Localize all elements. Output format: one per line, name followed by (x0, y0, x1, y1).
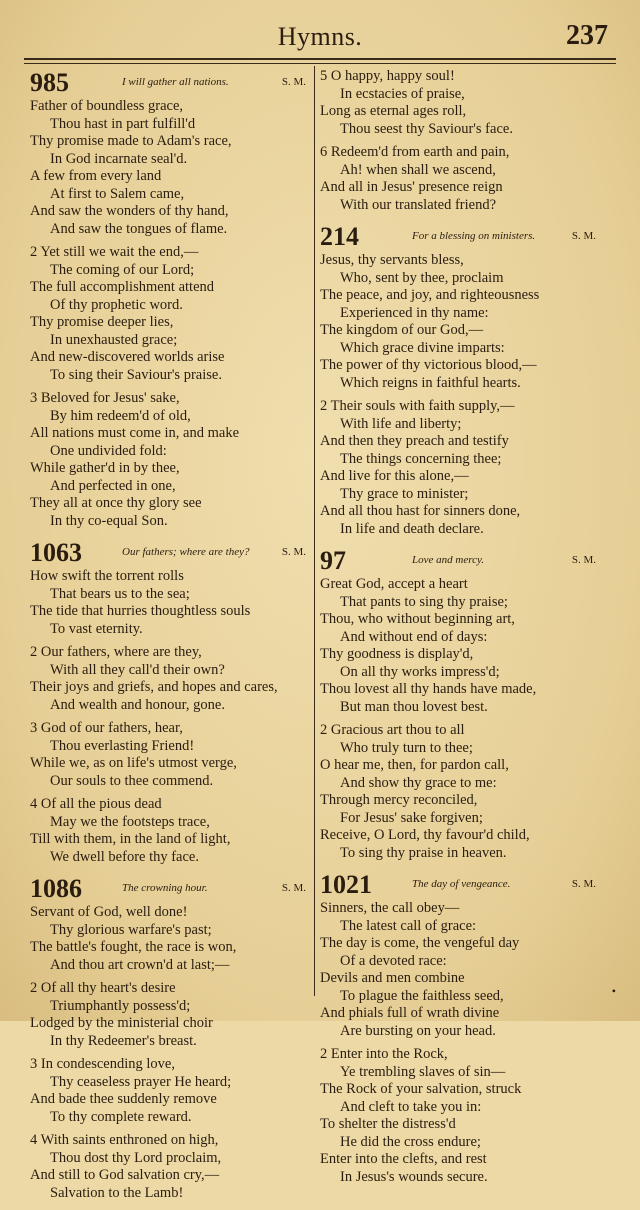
hymn-line: To sing their Saviour's praise. (50, 366, 222, 383)
stanza (320, 252, 600, 392)
stanza (30, 720, 310, 790)
hymn-title: I will gather all nations. (122, 76, 229, 88)
hymn-number: 1086 (30, 874, 82, 903)
header-rule (24, 58, 616, 64)
hymn-line: Experienced in thy name: (340, 304, 489, 321)
hymn-line: In thy Redeemer's breast. (50, 1032, 197, 1049)
hymn-line: To sing thy praise in heaven. (340, 844, 507, 861)
hymn-line: 2 Yet still we wait the end,— (30, 244, 199, 260)
hymn-line: 2 Enter into the Rock, (320, 1046, 448, 1062)
hymn-line: The power of thy victorious blood,— (320, 357, 537, 373)
stanza (30, 644, 310, 714)
hymn-line: Who truly turn to thee; (340, 739, 473, 756)
hymn-line: Father of boundless grace, (30, 98, 184, 114)
hymn-line: The full accomplishment attend (30, 279, 215, 295)
hymn-line: 2 Gracious art thou to all (320, 722, 465, 738)
hymn-header (320, 870, 600, 900)
hymn-line: 3 In condescending love, (30, 1056, 175, 1072)
hymn-line: Lodged by the ministerial choir (30, 1015, 213, 1031)
hymn-line: Thou, who without beginning art, (320, 611, 515, 627)
hymn-meter: S. M. (571, 230, 596, 242)
hymn-line: The battle's fought, the race is won, (30, 939, 237, 955)
hymn-line: Enter into the clefts, and rest (320, 1151, 487, 1167)
hymn (320, 222, 600, 538)
hymn-meter: S. M. (571, 554, 596, 566)
stanza (30, 1132, 310, 1202)
hymn-line: Thou everlasting Friend! (50, 737, 195, 754)
hymn-line: Thou seest thy Saviour's face. (340, 120, 513, 137)
hymn-meter: S. M. (281, 882, 306, 894)
hymn-line: 4 Of all the pious dead (30, 796, 162, 812)
hymn-line: Thy grace to minister; (340, 485, 469, 502)
hymn-line: 5 O happy, happy soul! (320, 68, 455, 84)
hymn-line: Receive, O Lord, thy favour'd child, (320, 827, 530, 843)
hymn-line: In Jesus's wounds secure. (340, 1168, 488, 1185)
hymn-line: To vast eternity. (50, 620, 143, 637)
hymn-line: At first to Salem came, (50, 185, 185, 202)
hymn-line: Thy glorious warfare's past; (50, 921, 212, 938)
page-header (24, 18, 616, 52)
hymn-line: The day is come, the vengeful day (320, 935, 520, 951)
stanza (320, 722, 600, 862)
hymn-line: Till with them, in the land of light, (30, 831, 231, 847)
hymn-line: On all thy works impress'd; (340, 663, 500, 680)
hymn-line: Through mercy reconciled, (320, 792, 478, 808)
hymn-line: And all in Jesus' presence reign (320, 179, 503, 195)
hymn-line: Of thy prophetic word. (50, 296, 183, 313)
hymn-line: And wealth and honour, gone. (50, 696, 225, 713)
hymn-line: Our souls to thee commend. (50, 772, 214, 789)
hymn-title: The crowning hour. (122, 882, 208, 894)
hymn-line: Great God, accept a heart (320, 576, 468, 592)
hymn-meter: S. M. (281, 546, 306, 558)
hymn-line: For Jesus' sake forgiven; (340, 809, 483, 826)
hymn-line: And thou art crown'd at last;— (50, 956, 230, 973)
stanza (320, 1046, 600, 1186)
page-title: Hymns. (277, 22, 363, 51)
stanza (320, 68, 600, 138)
stanza (320, 576, 600, 716)
hymn-line: And still to God salvation cry,— (30, 1167, 220, 1183)
hymn-line: And then they preach and testify (320, 433, 509, 449)
hymn-line: Devils and men combine (320, 970, 465, 986)
hymn-line: That pants to sing thy praise; (340, 593, 508, 610)
hymn-line: 3 God of our fathers, hear, (30, 720, 183, 736)
hymn (30, 538, 310, 866)
hymn-line: The peace, and joy, and righteousness (320, 287, 540, 303)
hymn-line: In unexhausted grace; (50, 331, 178, 348)
stanza (30, 904, 310, 974)
hymn-header (30, 68, 310, 98)
hymn-line: Jesus, thy servants bless, (320, 252, 464, 268)
hymn-line: 6 Redeem'd from earth and pain, (320, 144, 510, 160)
stanza (320, 144, 600, 214)
hymn-line: Thou lovest all thy hands have made, (320, 681, 537, 697)
hymn-line: The kingdom of our God,— (320, 322, 484, 338)
hymn-line: Ye trembling slaves of sin— (340, 1063, 506, 1080)
hymn-line: Thou hast in part fulfill'd (50, 115, 196, 132)
hymn-line: The latest call of grace: (340, 917, 477, 934)
hymn-line: In God incarnate seal'd. (50, 150, 188, 167)
hymn-line: By him redeem'd of old, (50, 407, 191, 424)
hymn-line: 2 Of all thy heart's desire (30, 980, 176, 996)
hymn-line: Thy promise deeper lies, (30, 314, 174, 330)
hymn-line: In life and death declare. (340, 520, 484, 537)
hymn-line: Their joys and griefs, and hopes and cares, (30, 679, 278, 695)
hymn-number: 1021 (320, 870, 372, 899)
hymn-header (320, 546, 600, 576)
hymn-line: To thy complete reward. (50, 1108, 192, 1125)
hymn-line: While gather'd in by thee, (30, 460, 180, 476)
hymn-line: In ecstacies of praise, (340, 85, 465, 102)
hymn-line: And saw the wonders of thy hand, (30, 203, 229, 219)
hymn-line: And cleft to take you in: (340, 1098, 482, 1115)
page-mark: • (611, 984, 616, 998)
hymn-line: Are bursting on your head. (340, 1022, 496, 1039)
hymn-header (30, 874, 310, 904)
hymn-line: And without end of days: (340, 628, 488, 645)
stanza (320, 398, 600, 538)
hymn-line: With life and liberty; (340, 415, 462, 432)
hymn-line: 2 Our fathers, where are they, (30, 644, 202, 660)
left-column (30, 68, 310, 1210)
hymn-header (320, 222, 600, 252)
hymn-line: While we, as on life's utmost verge, (30, 755, 237, 771)
hymn-line: And live for this alone,— (320, 468, 469, 484)
hymn-line: And all thou hast for sinners done, (320, 503, 521, 519)
hymn-line: To plague the faithless seed, (340, 987, 504, 1004)
hymn-line: Which reigns in faithful hearts. (340, 374, 521, 391)
hymn (320, 546, 600, 862)
hymn (320, 870, 600, 1186)
stanza (30, 980, 310, 1050)
hymn-line: Thy promise made to Adam's race, (30, 133, 232, 149)
column-divider (314, 66, 315, 996)
hymn-line: Thy ceaseless prayer He heard; (50, 1073, 232, 1090)
hymn-title: The day of vengeance. (412, 878, 511, 890)
hymn-line: How swift the torrent rolls (30, 568, 184, 584)
hymn-line: Long as eternal ages roll, (320, 103, 467, 119)
hymn-line: Sinners, the call obey— (320, 900, 460, 916)
hymn-line: The coming of our Lord; (50, 261, 195, 278)
hymn-number: 1063 (30, 538, 82, 567)
hymn-line: O hear me, then, for pardon call, (320, 757, 509, 773)
hymn-meter: S. M. (281, 76, 306, 88)
hymn-line: A few from every land (30, 168, 162, 184)
hymn-meter: S. M. (571, 878, 596, 890)
hymn-line: And saw the tongues of flame. (50, 220, 228, 237)
hymn-line: 3 Beloved for Jesus' sake, (30, 390, 180, 406)
hymn (30, 874, 310, 1202)
stanza (30, 1056, 310, 1126)
hymn-line: One undivided fold: (50, 442, 167, 459)
hymn-line: Who, sent by thee, proclaim (340, 269, 504, 286)
hymn-number: 97 (320, 546, 346, 575)
hymn-title: For a blessing on ministers. (412, 230, 536, 242)
hymn-line: And show thy grace to me: (340, 774, 497, 791)
hymn-line: 4 With saints enthroned on high, (30, 1132, 219, 1148)
hymn-line: All nations must come in, and make (30, 425, 240, 441)
stanza (30, 244, 310, 384)
hymn-header (30, 538, 310, 568)
hymn-line: That bears us to the sea; (50, 585, 190, 602)
hymn-title: Love and mercy. (412, 554, 484, 566)
hymn-line: With our translated friend? (340, 196, 497, 213)
hymn-title: Our fathers; where are they? (122, 546, 250, 558)
hymn-line: Ah! when shall we ascend, (340, 161, 496, 178)
hymn-line: Of a devoted race: (340, 952, 447, 969)
hymn-line: We dwell before thy face. (50, 848, 199, 865)
hymn-line: Thy goodness is display'd, (320, 646, 474, 662)
hymn-line: Triumphantly possess'd; (50, 997, 191, 1014)
stanza (30, 568, 310, 638)
hymn-line: Servant of God, well done! (30, 904, 188, 920)
page-number: 237 (566, 20, 608, 51)
hymn (320, 68, 600, 214)
hymn-line: But man thou lovest best. (340, 698, 488, 715)
hymn-line: And phials full of wrath divine (320, 1005, 500, 1021)
hymn-line: With all they call'd their own? (50, 661, 225, 678)
hymn-line: And bade thee suddenly remove (30, 1091, 217, 1107)
hymn-line: The Rock of your salvation, struck (320, 1081, 522, 1097)
hymn-number: 985 (30, 68, 69, 97)
hymn (30, 68, 310, 530)
hymn-line: They all at once thy glory see (30, 495, 202, 511)
hymn-line: The tide that hurries thoughtless souls (30, 603, 251, 619)
stanza (30, 796, 310, 866)
hymn-line: In thy co-equal Son. (50, 512, 168, 529)
right-column (320, 68, 600, 1194)
hymn-line: Thou dost thy Lord proclaim, (50, 1149, 222, 1166)
hymn-line: He did the cross endure; (340, 1133, 481, 1150)
hymn-line: 2 Their souls with faith supply,— (320, 398, 515, 414)
hymn-line: Salvation to the Lamb! (50, 1184, 184, 1201)
hymn-line: The things concerning thee; (340, 450, 502, 467)
hymn-line: Which grace divine imparts: (340, 339, 505, 356)
hymn-line: May we the footsteps trace, (50, 813, 210, 830)
stanza (320, 900, 600, 1040)
hymn-line: And new-discovered worlds arise (30, 349, 225, 365)
hymn-line: To shelter the distress'd (320, 1116, 456, 1132)
stanza (30, 98, 310, 238)
hymn-line: And perfected in one, (50, 477, 176, 494)
hymn-number: 214 (320, 222, 359, 251)
stanza (30, 390, 310, 530)
